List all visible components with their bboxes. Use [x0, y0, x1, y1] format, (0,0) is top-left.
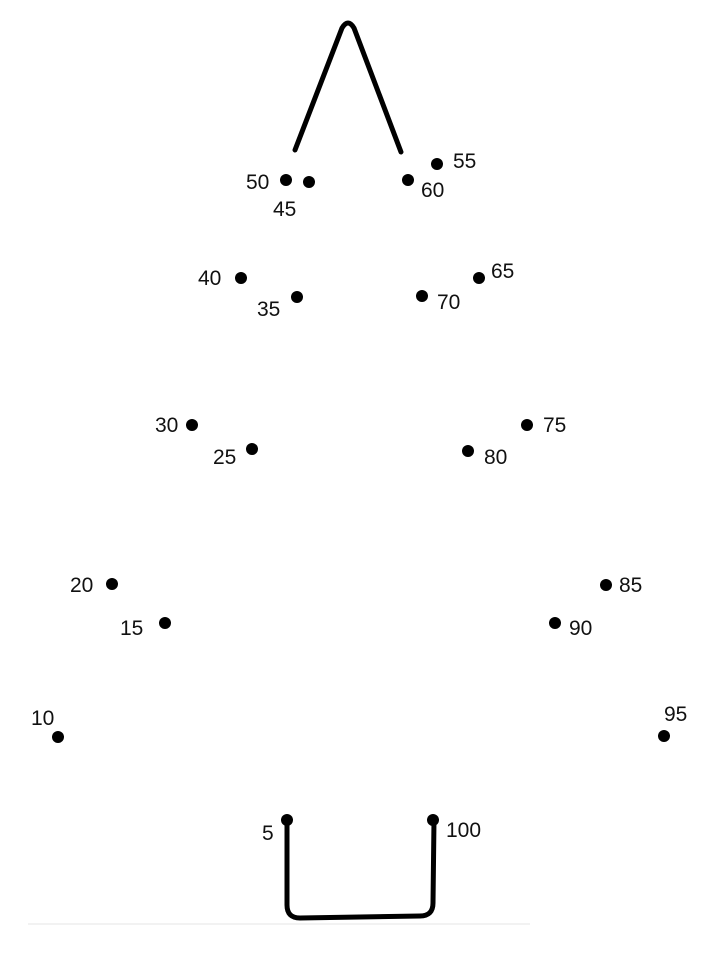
dot-30 — [186, 419, 198, 431]
dot-80 — [462, 445, 474, 457]
label-10: 10 — [31, 707, 55, 730]
label-15: 15 — [120, 617, 144, 640]
dot-65 — [473, 272, 485, 284]
dot-60 — [402, 174, 414, 186]
tree-top-outline — [295, 23, 401, 152]
dot-55 — [431, 158, 443, 170]
label-95: 95 — [664, 703, 688, 726]
dot-35 — [291, 291, 303, 303]
dot-85 — [600, 579, 612, 591]
dot-labels — [31, 150, 687, 845]
dot-10 — [52, 731, 64, 743]
dot-75 — [521, 419, 533, 431]
dots — [52, 158, 670, 826]
dot-45 — [303, 176, 315, 188]
label-100: 100 — [446, 819, 482, 842]
label-85: 85 — [619, 574, 643, 597]
label-35: 35 — [257, 298, 281, 321]
label-80: 80 — [484, 446, 508, 469]
dot-100 — [427, 814, 439, 826]
dot-90 — [549, 617, 561, 629]
label-75: 75 — [543, 414, 567, 437]
dot-25 — [246, 443, 258, 455]
dot-95 — [658, 730, 670, 742]
label-25: 25 — [213, 446, 237, 469]
label-65: 65 — [491, 260, 515, 283]
label-30: 30 — [155, 414, 179, 437]
label-90: 90 — [569, 617, 593, 640]
label-5: 5 — [262, 822, 274, 845]
tree-trunk-outline — [287, 820, 434, 918]
label-60: 60 — [421, 179, 445, 202]
dot-40 — [235, 272, 247, 284]
label-50: 50 — [246, 171, 270, 194]
label-45: 45 — [273, 198, 297, 221]
label-20: 20 — [70, 574, 94, 597]
dot-15 — [159, 617, 171, 629]
label-40: 40 — [198, 267, 222, 290]
dot-5 — [281, 814, 293, 826]
dot-20 — [106, 578, 118, 590]
dot-50 — [280, 174, 292, 186]
label-70: 70 — [437, 291, 461, 314]
dot-70 — [416, 290, 428, 302]
label-55: 55 — [453, 150, 477, 173]
